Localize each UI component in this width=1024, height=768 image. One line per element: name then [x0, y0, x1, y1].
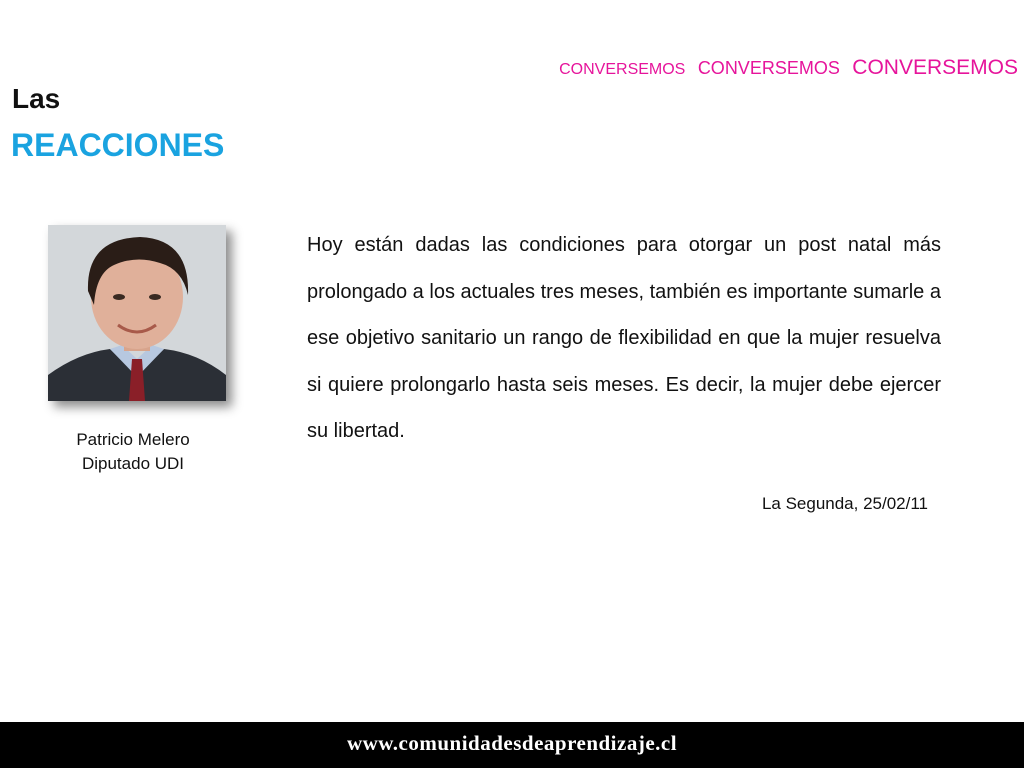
footer-website-url: www.comunidadesdeaprendizaje.cl: [346, 731, 678, 755]
person-role: Diputado UDI: [81, 453, 185, 473]
portrait-photo: [48, 225, 226, 401]
portrait-illustration: [48, 225, 226, 401]
conversemos-word-small: CONVERSEMOS: [559, 61, 686, 78]
conversemos-word-medium: CONVERSEMOS: [697, 58, 840, 78]
title-line-2: REACCIONES: [11, 127, 225, 163]
title-line-1: Las: [12, 83, 61, 114]
person-caption: [28, 428, 238, 476]
person-name: Patricio Melero: [76, 430, 190, 449]
conversemos-header: [551, 56, 1018, 80]
quote-source: La Segunda, 25/02/11: [761, 494, 928, 513]
footer-bar: [0, 722, 1024, 768]
quote-text: Hoy están dadas las condiciones para otorgar un post natal más prolongado a los actuales tres meses, también es importante sumarle a ese objetivo sanitario un rango de flexibilidad en que la mujer resuelva si quiere prolongarlo hasta seis meses. Es decir, la mujer debe ejercer su libertad.: [307, 234, 941, 442]
conversemos-word-large: CONVERSEMOS: [852, 56, 1018, 79]
